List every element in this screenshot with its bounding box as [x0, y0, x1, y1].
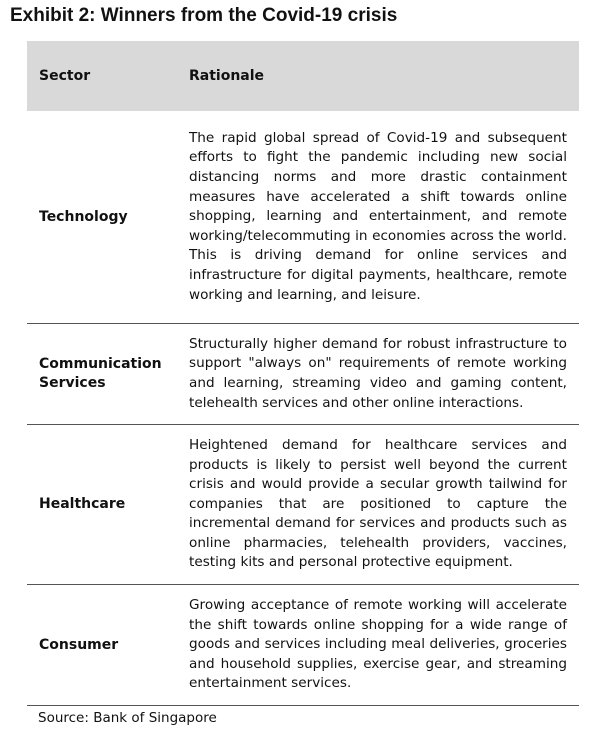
source-note: Source: Bank of Singapore: [38, 710, 217, 726]
sector-cell: Consumer: [27, 585, 177, 706]
header-row: [27, 41, 579, 111]
table-body: [27, 111, 579, 706]
rationale-cell: Structurally higher demand for robust infrastructure to support "always on" requirements of remote working and learning, streaming video and gaming content, telehealth services and other online interactions.: [177, 324, 579, 425]
header-sector: Sector: [27, 41, 177, 111]
sector-table: [27, 41, 579, 706]
sector-cell: Healthcare: [27, 425, 177, 585]
sector-cell: Communication Services: [27, 324, 177, 425]
table-header: [27, 41, 579, 111]
header-rationale: Rationale: [177, 41, 579, 111]
table-row: [27, 425, 579, 585]
table-row: [27, 585, 579, 706]
exhibit-title: Exhibit 2: Winners from the Covid-19 crisis: [10, 5, 398, 26]
sector-cell: Technology: [27, 111, 177, 324]
rationale-cell: The rapid global spread of Covid-19 and subsequent efforts to fight the pandemic including new social distancing norms and more drastic containment measures have accelerated a shift towards online shopping, learning and entertainment, and remote working/telecommuting in economies across the world. This is driving demand for online services and infrastructure for digital payments, healthcare, remote working and learning, and leisure.: [177, 111, 579, 324]
table-row: [27, 111, 579, 324]
table-row: [27, 324, 579, 425]
sector-table-container: [27, 41, 579, 706]
rationale-cell: Growing acceptance of remote working will accelerate the shift towards online shopping for a wide range of goods and services including meal deliveries, groceries and household supplies, exercise gear, and streaming entertainment services.: [177, 585, 579, 706]
rationale-cell: Heightened demand for healthcare services and products is likely to persist well beyond the current crisis and would provide a secular growth tailwind for companies that are positioned to capture the incremental demand for services and products such as online pharmacies, telehealth providers, vaccines, testing kits and personal protective equipment.: [177, 425, 579, 585]
